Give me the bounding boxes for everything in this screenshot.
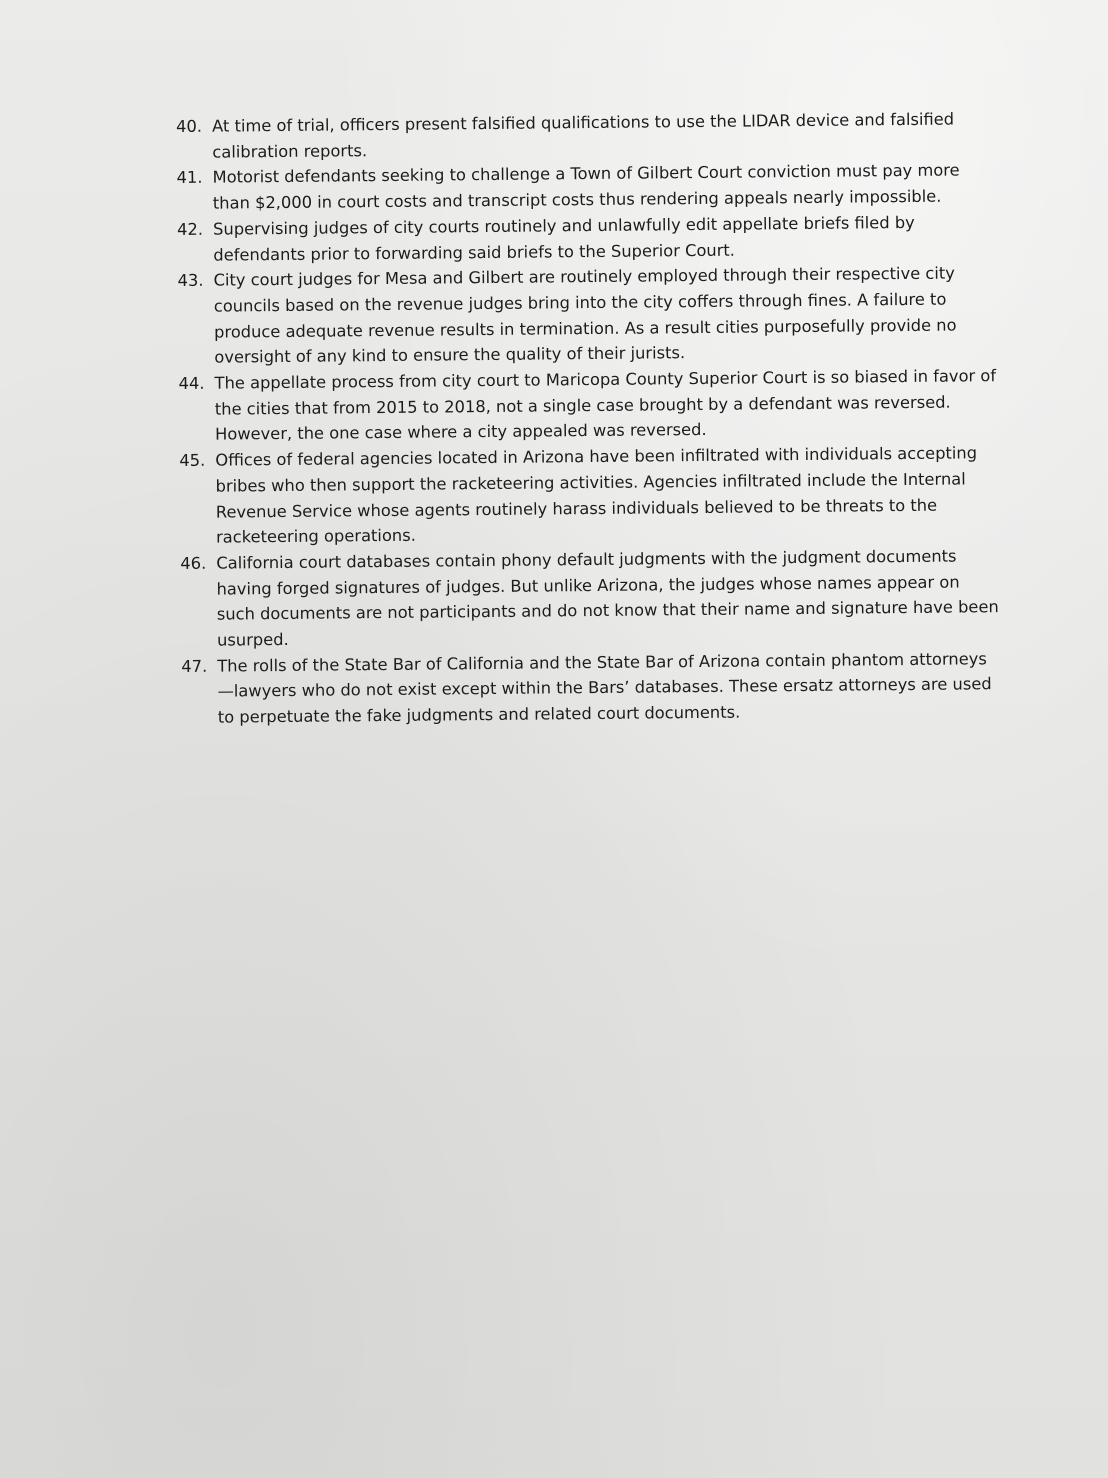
list-item [178,363,999,448]
list-item [179,440,1000,551]
list-item [176,158,996,217]
item-text: The rolls of the State Bar of California and the State Bar of Arizona contain phantom attorneys—lawyers who do not exist except within the Bars’ databases. These ersatz attorneys are used to perpetuate the fake judgments and related court documents. [217,649,992,727]
list-item [177,260,998,371]
item-number: 47. [181,656,208,676]
item-text: Motorist defendants seeking to challenge a Town of Gilbert Court conviction must pay more than $2,000 in court costs and transcript costs thus rendering appeals nearly impossible. [212,160,960,213]
item-number: 45. [179,450,206,471]
item-text: Offices of federal agencies located in Arizona have been infiltrated with individuals accepting bribes who then support the racketeering activities. Agencies infiltrated include the Internal Revenue Service whose agents routinely harass individuals believed to be threats to the racketeering operations. [215,443,978,547]
item-number: 46. [180,553,207,573]
item-number: 44. [178,373,205,394]
item-number: 43. [177,270,204,291]
item-number: 40. [176,116,203,136]
list-item [177,209,997,268]
item-text: California court databases contain phony default judgments with the judgment documents having forged signatures of judges. But unlike Arizona, the judges whose names appear on such documents are not participants and do not know that their name and signature have been usurped. [216,546,999,650]
list-item [181,646,1002,731]
item-text: The appellate process from city court to Maricopa County Superior Court is so biased in favor of the cities that from 2015 to 2018, not a single case brought by a defendant was reversed. However, the one case where a city appealed was reversed. [214,366,997,445]
numbered-list [176,106,1002,731]
item-text: City court judges for Mesa and Gilbert are routinely employed through their respective city councils based on the revenue judges bring into the city coffers through fines. A failure to produce adequate revenue results in termination. As a result cities purposefully provide no oversight of any kind to ensure the quality of their jurists. [213,263,957,367]
list-item [180,543,1001,654]
item-number: 41. [176,168,203,188]
item-text: At time of trial, officers present falsified qualifications to use the LIDAR device and falsified calibration reports. [212,109,955,162]
list-item [176,106,996,165]
item-number: 42. [177,219,204,239]
item-text: Supervising judges of city courts routinely and unlawfully edit appellate briefs filed by defendants prior to forwarding said briefs to the Superior Court. [213,212,915,265]
